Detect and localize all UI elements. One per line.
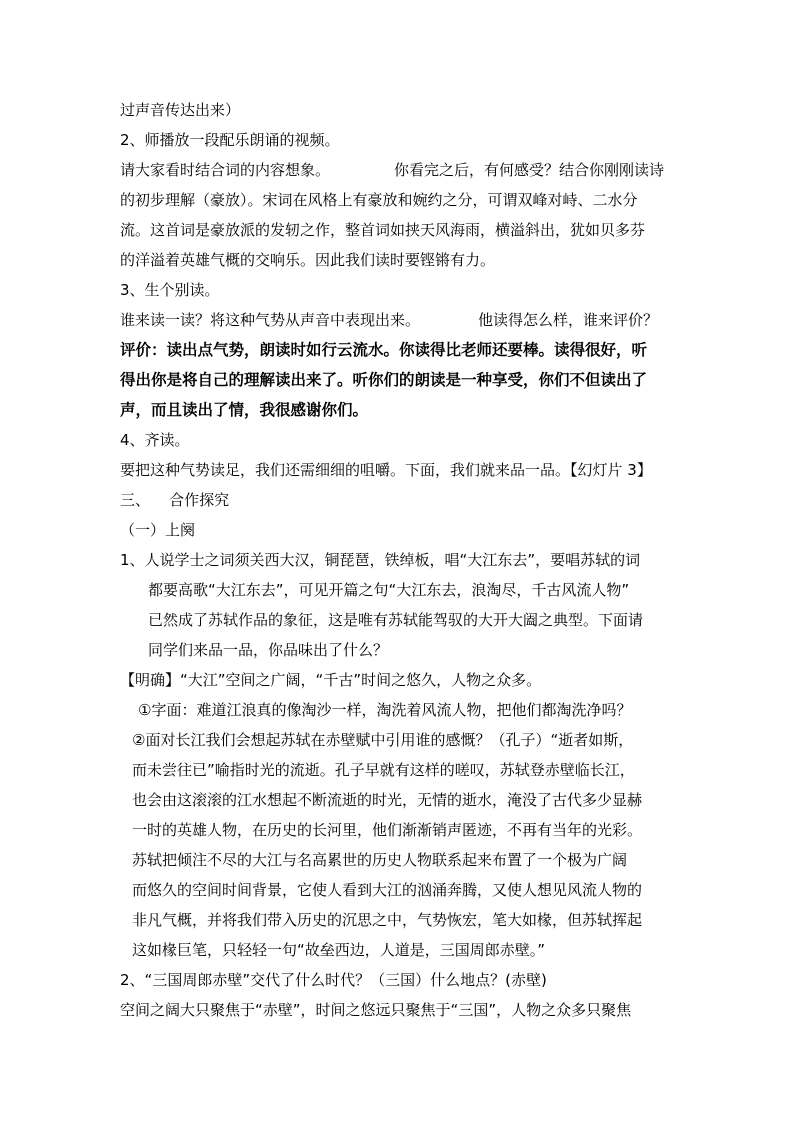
- text-line: 也会由这滚滚的江水想起不断流逝的时光，无情的逝水，淹没了古代多少显赫: [132, 791, 643, 809]
- text-line: ②面对长江我们会想起苏轼在赤壁赋中引用谁的感慨？（孔子）“逝者如斯，: [132, 731, 634, 749]
- text-line: 要把这种气势读足，我们还需细细的咀嚼。下面，我们就来品一品。【幻灯片 3】: [120, 461, 652, 479]
- text-line: 苏轼把倾注不尽的大江与名高累世的历史人物联系起来布置了一个极为广阔: [132, 851, 628, 869]
- text-segment: 谁来读一读？将这种气势从声音中表现出来。: [120, 311, 421, 329]
- text-line: 4、齐读。: [120, 431, 190, 449]
- text-segment: 请大家看时结合词的内容想象。: [120, 161, 331, 179]
- text-line: 2、师播放一段配乐朗诵的视频。: [120, 131, 340, 149]
- text-line: ①字面：难道江浪真的像淘沙一样，淘洗着风流人物，把他们都淘洗净吗？: [138, 701, 632, 719]
- text-line: 的初步理解（豪放）。宋词在风格上有豪放和婉约之分，可谓双峰对峙、二水分: [120, 191, 638, 209]
- text-line: 过声音传达出来）: [120, 101, 241, 119]
- text-segment: 你看完之后，有何感受？结合你刚刚读诗: [394, 161, 665, 179]
- text-line: 同学们来品一品，你品味出了什么？: [148, 641, 389, 659]
- text-line: 1、人说学士之词须关西大汉，铜琵琶，铁绰板，唱“大江东去”，要唱苏轼的词: [120, 551, 641, 569]
- text-line: [120, 310, 680, 330]
- text-line: [120, 160, 680, 180]
- section-heading: 三、 合作探究: [120, 491, 230, 509]
- text-line: 而未尝往已”喻指时光的流逝。孔子早就有这样的嗟叹，苏轼登赤壁临长江，: [132, 761, 635, 779]
- text-segment: 他读得怎么样，谁来评价？: [478, 311, 659, 329]
- text-line: 而悠久的空间时间背景，它使人看到大江的汹涌奔腾，又使人想见风流人物的: [132, 881, 643, 899]
- text-line: 3、生个别读。: [120, 281, 220, 299]
- subsection-heading: （一）上阕: [120, 521, 196, 539]
- bold-text-line: 评价：读出点气势，朗读时如行云流水。你读得比老师还要棒。读得很好，听: [120, 341, 648, 359]
- bold-text-line: 得出你是将自己的理解读出来了。听你们的朗读是一种享受，你们不但读出了: [120, 371, 648, 389]
- bold-text-line: 声，而且读出了情，我很感谢你们。: [120, 401, 369, 419]
- text-line: 流。这首词是豪放派的发轫之作，整首词如挟天风海雨，横溢斜出，犹如贝多芬: [120, 221, 646, 239]
- text-line: 都要高歌“大江东去”，可见开篇之句“大江东去，浪淘尽，千古风流人物”: [148, 581, 630, 599]
- text-line: 非凡气概，并将我们带入历史的沉思之中，气势恢宏，笔大如椽，但苏轼挥起: [132, 911, 643, 929]
- text-line: 已然成了苏轼作品的象征，这是唯有苏轼能驾驭的大开大阖之典型。下面请: [148, 611, 644, 629]
- text-line: 【明确】“大江”空间之广阔，“千古”时间之悠久，人物之众多。: [120, 671, 542, 689]
- text-line: 这如椽巨笔，只轻轻一句“故垒西边，人道是，三国周郎赤壁。”: [132, 941, 546, 959]
- text-line: 空间之阔大只聚焦于“赤壁”，时间之悠远只聚焦于“三国”，人物之众多只聚焦: [120, 1001, 632, 1019]
- text-line: 一时的英雄人物，在历史的长河里，他们渐渐销声匿迹，不再有当年的光彩。: [132, 821, 643, 839]
- text-line: 2、“三国周郎赤壁”交代了什么时代？（三国）什么地点？(赤壁): [120, 971, 547, 989]
- text-line: 的洋溢着英雄气概的交响乐。因此我们读时要铿锵有力。: [120, 251, 496, 269]
